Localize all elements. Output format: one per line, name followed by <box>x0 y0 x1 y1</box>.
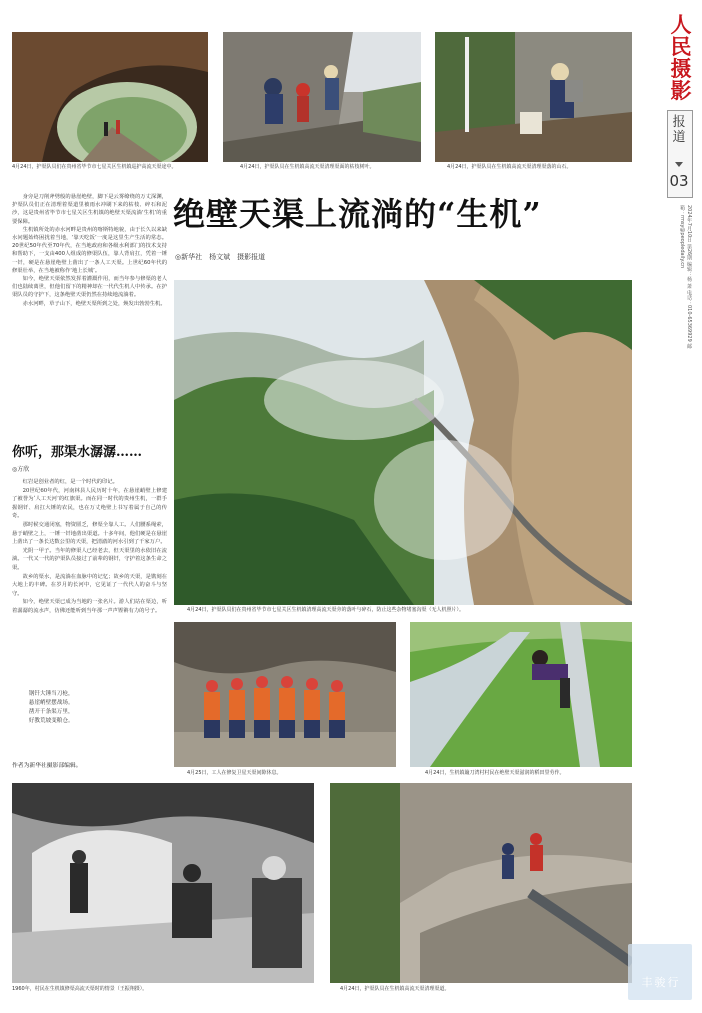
page-title: 绝壁天渠上流淌的“生机” <box>173 195 542 233</box>
intro-text <box>12 193 167 308</box>
sub-paragraph: 如今，绝壁天渠已成为当地的一张名片。游人们站在渠边，听着潺潺的流水声，仿佛还能听到当年那一声声铿锵有力的号子。 <box>12 599 167 614</box>
intro-paragraph: 如今，绝壁天渠依然发挥着灌溉作用，而当年参与修渠的老人们也陆续离世，但他们留下的精神却在一代代生机人中传承。在护渠队员的守护下，这条绝壁天渠仍然在持续地流淌着。 <box>12 276 167 299</box>
photo-workers-resting <box>174 622 396 767</box>
sub-article-author: ◎方欣 <box>12 466 30 473</box>
section-number: 03 <box>669 172 689 190</box>
watermark-badge <box>628 944 692 1000</box>
intro-paragraph: 身旁是刀削斧劈般的悬崖绝壁，脚下是云雾缭绕的万丈深渊，护渠队员们正在清理着渠道里被雨水冲刷下来的枯枝、碎石和泥沙，这是贵州省毕节市七星关区生机镇的绝壁天渠流淌‘生机’的重要保障。 <box>12 194 167 225</box>
caption-top3: 4月24日，护渠队员在生机镇高流天渠清理渠落的山石。 <box>447 164 572 170</box>
poem-line: 钢钎大锤当刀枪， <box>28 691 74 697</box>
poem-line: 凿开千条渠万里， <box>28 709 74 715</box>
photo-clean-branches <box>223 32 421 162</box>
sub-article-title: 你听，那渠水潺潺…… <box>12 445 143 460</box>
caption-bot1: 1960年，村民在生机镇修渠高流天渠时的情景（王振翔摄）。 <box>12 986 148 992</box>
author-credit: 作者为新华社摄影部编辑。 <box>12 763 82 769</box>
intro-paragraph: 生机镇所处的赤水河畔是贵州的喀斯特地貌，由于长久以来缺水问题始终困扰着当地，‘靠天吃饭’一度是这里生产生活的常态。20世纪50年代至70年代，在当地政府和各级水利部门的技术支持和帮助下，一支由400人组成的修渠队伍，靠人背肩扛，凭着一锤一钎，硬是在悬崖绝壁上凿出了一条人工天渠。上世纪60年代的修渠壮举，在当地被称作‘地上长城’。 <box>12 226 167 274</box>
section-label: 报道 <box>672 115 686 145</box>
caption-main: 4月24日，护渠队员们在贵州省毕节市七星关区生机镇清理高流天渠旁的落叶与碎石，防止这些杂物堵塞沟渠（无人机照片）。 <box>187 607 465 613</box>
issue-info: 2024年7月10日 第26期 编辑：杨 萧 电话：010-65369929 邮箱：rmsy@peopledaily.cn <box>679 205 692 349</box>
intro-paragraph: 赤水河畔，草子山下，绝壁天渠所到之处，焕发出勃勃生机。 <box>22 300 166 307</box>
byline: ◎新华社 杨文斌 摄影报道 <box>175 253 266 261</box>
sub-article-text <box>12 478 167 616</box>
sub-paragraph: 20世纪60年代，河南林县人民历时十年，在悬崖峭壁上修建了被誉为‘人工天河’的红旗渠。而在同一时代的贵州生机，一群手握钢钎、肩扛大锤的农民，也在万丈绝壁上书写着属于自己的传奇。 <box>12 487 167 520</box>
photo-clean-rocks <box>435 32 632 162</box>
caption-bot2: 4月24日，护渠队员在生机镇高流天渠清理渠道。 <box>340 986 450 992</box>
caption-top2: 4月24日，护渠队员在生机镇高流天渠清理渠面的枯枝树叶。 <box>240 164 375 170</box>
photo-rice-field <box>410 622 632 767</box>
sub-paragraph: 光阴一甲子。当年的修渠人已经老去，但天渠里的水依旧在流淌。一代又一代的护渠队员接过了前辈的钢钎，守护着这条生命之渠。 <box>12 547 167 571</box>
sub-paragraph: 故乡的渠水，是流淌在血脉中的记忆；故乡的天渠，是镌刻在大地上的丰碑。在岁月的长河中，它见证了一代代人的奋斗与坚守。 <box>12 573 167 597</box>
poem-line: 好教荒坡变粮仓。 <box>28 718 74 724</box>
chevron-down-icon <box>675 162 683 167</box>
poem-line: 悬崖峭壁摆战场。 <box>28 700 74 706</box>
caption-mid2: 4月24日，生机镇簸刀湾村村民在绝壁天渠滋润的稻田里劳作。 <box>425 770 565 776</box>
masthead-title: 人民摄影 <box>670 12 692 103</box>
sub-paragraph: 红岩是创业者的红，是一个时代的印记。 <box>22 479 118 485</box>
photo-tunnel <box>12 32 208 162</box>
caption-mid1: 4月25日，工人在修复卫星天渠间隙休息。 <box>187 770 282 776</box>
caption-top1: 4月24日，护渠队员们在贵州省毕节市七星关区生机镇巡护高流天渠途中。 <box>12 164 177 170</box>
photo-main-aerial <box>174 280 632 605</box>
poem <box>12 690 172 726</box>
photo-historic-1960 <box>12 783 314 983</box>
watermark-text: 丰骏行 <box>641 976 681 989</box>
photo-cliff-channel <box>330 783 632 983</box>
sub-paragraph: 那时候交通闭塞，物资匮乏，修渠全靠人工。人们腰系绳索，悬于峭壁之上，一锤一钎地凿出渠道。十多年间，他们硬是在悬崖上凿出了一条长达数公里的天渠，把清澈的河水引到了千家万户。 <box>12 521 167 546</box>
